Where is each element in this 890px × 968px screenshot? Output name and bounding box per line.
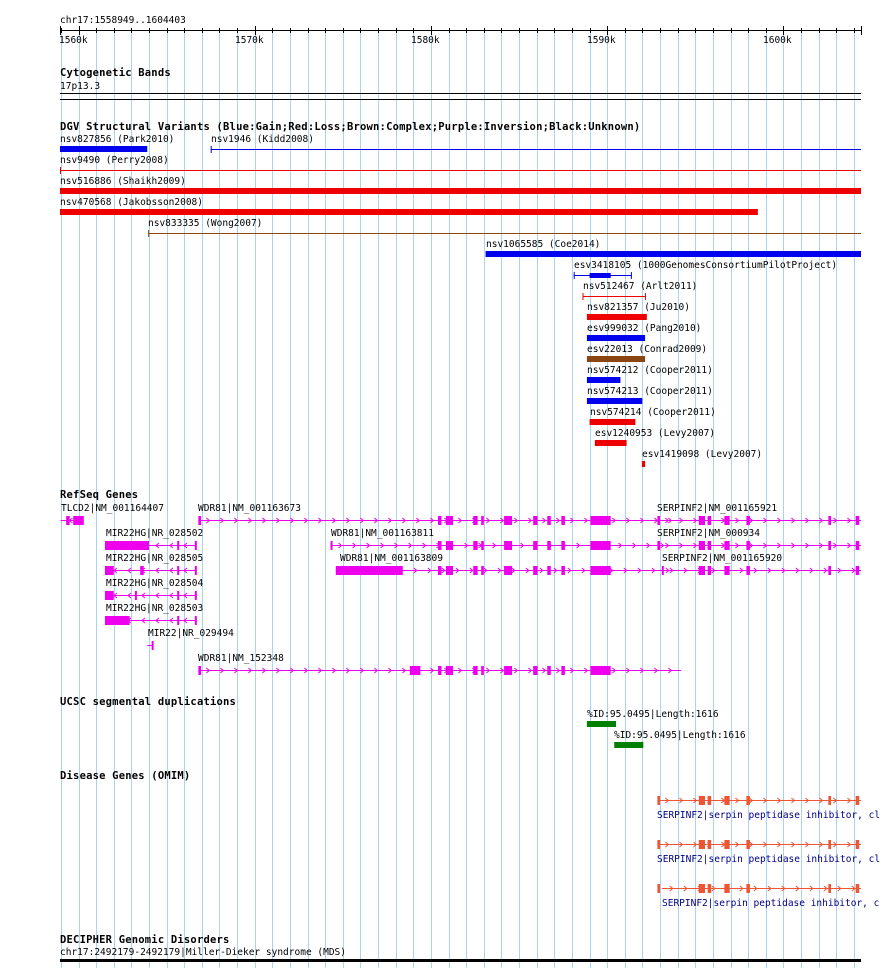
gene-exon[interactable] bbox=[198, 516, 201, 525]
variant-label[interactable]: nsv827856 (Park2010) bbox=[60, 134, 175, 145]
gene-label[interactable]: MIR22HG|NR_028502 bbox=[106, 528, 204, 539]
gene-exon[interactable] bbox=[699, 516, 705, 525]
gene-exon[interactable] bbox=[481, 541, 484, 550]
gene-exon[interactable] bbox=[657, 541, 660, 550]
gene-exon[interactable] bbox=[105, 591, 114, 600]
omim-label[interactable]: SERPINF2|serpin peptidase inhibitor, c bbox=[662, 898, 880, 909]
variant-label[interactable]: nsv574212 (Cooper2011) bbox=[587, 365, 713, 376]
omim-exon[interactable] bbox=[708, 884, 712, 893]
variant-label[interactable]: esv999032 (Pang2010) bbox=[587, 323, 702, 334]
variant-label[interactable]: nsv821357 (Ju2010) bbox=[587, 302, 690, 313]
gene-exon[interactable] bbox=[446, 516, 453, 525]
omim-exon[interactable] bbox=[828, 884, 831, 893]
omim-exon[interactable] bbox=[746, 796, 750, 805]
omim-exon[interactable] bbox=[699, 796, 705, 805]
gene-exon[interactable] bbox=[198, 666, 201, 675]
gene-exon[interactable] bbox=[561, 666, 565, 675]
omim-exon[interactable] bbox=[828, 840, 831, 849]
gene-exon[interactable] bbox=[195, 541, 197, 550]
omim-exon[interactable] bbox=[724, 796, 729, 805]
gene-exon[interactable] bbox=[657, 516, 660, 525]
gene-exon[interactable] bbox=[336, 566, 403, 575]
omim-exon[interactable] bbox=[699, 840, 705, 849]
gene-exon[interactable] bbox=[828, 516, 831, 525]
ruler-tick-label: 1600k bbox=[763, 35, 792, 46]
gene-exon[interactable] bbox=[561, 516, 565, 525]
gene-exon[interactable] bbox=[66, 516, 70, 525]
gene-exon[interactable] bbox=[446, 566, 453, 575]
variant-bar[interactable] bbox=[486, 251, 861, 257]
variant-label[interactable]: nsv1946 (Kidd2008) bbox=[211, 134, 314, 145]
gene-exon[interactable] bbox=[481, 566, 484, 575]
gene-exon[interactable] bbox=[828, 541, 831, 550]
gene-label[interactable]: TLCD2|NM_001164407 bbox=[61, 503, 164, 514]
omim-exon[interactable] bbox=[657, 840, 660, 849]
gene-exon[interactable] bbox=[662, 566, 664, 575]
gene-exon[interactable] bbox=[195, 591, 197, 600]
gene-exon[interactable] bbox=[856, 516, 860, 525]
gene-label[interactable]: SERPINF2|NM_000934 bbox=[657, 528, 760, 539]
gene-label[interactable]: WDR81|NM_001163673 bbox=[198, 503, 301, 514]
variant-label[interactable]: nsv9490 (Perry2008) bbox=[60, 155, 169, 166]
variant-bar[interactable] bbox=[587, 356, 645, 362]
gene-exon[interactable] bbox=[446, 541, 453, 550]
gene-exon[interactable] bbox=[195, 616, 197, 625]
gene-label[interactable]: MIR22|NR_029494 bbox=[148, 628, 234, 639]
gene-exon[interactable] bbox=[533, 666, 537, 675]
omim-exon[interactable] bbox=[724, 840, 729, 849]
gene-exon[interactable] bbox=[504, 541, 512, 550]
omim-exon[interactable] bbox=[828, 796, 831, 805]
gene-exon[interactable] bbox=[105, 616, 130, 625]
variant-label[interactable]: esv3418105 (1000GenomesConsortiumPilotProject) bbox=[574, 260, 838, 271]
omim-exon[interactable] bbox=[856, 840, 860, 849]
gene-exon[interactable] bbox=[438, 516, 442, 525]
gene-exon[interactable] bbox=[561, 566, 565, 575]
gene-exon[interactable] bbox=[746, 516, 750, 525]
omim-exon[interactable] bbox=[724, 884, 729, 893]
variant-label[interactable]: nsv574214 (Cooper2011) bbox=[590, 407, 716, 418]
gene-exon[interactable] bbox=[547, 666, 551, 675]
gene-exon[interactable] bbox=[547, 516, 551, 525]
variant-bar[interactable] bbox=[60, 209, 758, 215]
gene-label[interactable]: MIR22HG|NR_028503 bbox=[106, 603, 204, 614]
segdup-title[interactable]: UCSC segmental duplications bbox=[60, 696, 237, 708]
variant-label[interactable]: nsv470568 (Jakobsson2008) bbox=[60, 197, 203, 208]
gene-exon[interactable] bbox=[331, 541, 333, 550]
variant-bar[interactable] bbox=[587, 335, 645, 341]
gene-exon[interactable] bbox=[724, 566, 729, 575]
gene-exon[interactable] bbox=[708, 516, 712, 525]
omim-exon[interactable] bbox=[746, 840, 750, 849]
gene-exon[interactable] bbox=[438, 566, 442, 575]
segdup-bar[interactable] bbox=[587, 721, 616, 727]
gene-exon[interactable] bbox=[177, 541, 179, 550]
gene-exon[interactable] bbox=[533, 541, 537, 550]
gene-exon[interactable] bbox=[177, 591, 179, 600]
gene-exon[interactable] bbox=[590, 516, 610, 525]
gene-exon[interactable] bbox=[473, 566, 477, 575]
gene-exon[interactable] bbox=[561, 541, 565, 550]
variant-label[interactable]: esv1419098 (Levy2007) bbox=[642, 449, 763, 460]
gene-exon[interactable] bbox=[504, 516, 512, 525]
variant-label[interactable]: nsv833335 (Wong2007) bbox=[148, 218, 263, 229]
gene-exon[interactable] bbox=[177, 616, 179, 625]
gene-exon[interactable] bbox=[708, 541, 712, 550]
gene-exon[interactable] bbox=[105, 541, 149, 550]
gene-exon[interactable] bbox=[590, 566, 610, 575]
omim-exon[interactable] bbox=[856, 796, 860, 805]
gene-label[interactable]: MIR22HG|NR_028504 bbox=[106, 578, 204, 589]
segdup-bar[interactable] bbox=[614, 742, 643, 748]
variant-bar[interactable] bbox=[587, 377, 620, 383]
cytoband-label: 17p13.3 bbox=[60, 81, 101, 92]
gene-exon[interactable] bbox=[504, 566, 512, 575]
gene-exon[interactable] bbox=[195, 566, 197, 575]
gene-exon[interactable] bbox=[699, 566, 705, 575]
gene-exon[interactable] bbox=[73, 516, 84, 525]
gene-exon[interactable] bbox=[547, 566, 551, 575]
gene-exon[interactable] bbox=[438, 666, 442, 675]
ruler-tick-label: 1590k bbox=[587, 35, 616, 46]
dgv-title[interactable]: DGV Structural Variants (Blue:Gain;Red:Loss;Brown:Complex;Purple:Inversion;Black:Unknown) bbox=[60, 121, 641, 133]
gene-exon[interactable] bbox=[152, 641, 154, 650]
decipher-item-label[interactable]: chr17:2492179-2492179|Miller-Dieker syndrome (MDS) bbox=[60, 947, 346, 958]
omim-exon[interactable] bbox=[708, 796, 712, 805]
gene-label[interactable]: WDR81|NM_152348 bbox=[198, 653, 284, 664]
variant-bar[interactable] bbox=[60, 188, 861, 194]
gene-label[interactable]: SERPINF2|NM_001165920 bbox=[662, 553, 783, 564]
variant-bar[interactable] bbox=[60, 146, 147, 152]
gene-exon[interactable] bbox=[177, 566, 179, 575]
variant-label[interactable]: nsv512467 (Arlt2011) bbox=[583, 281, 698, 292]
segdup-label[interactable]: %ID:95.0495|Length:1616 bbox=[614, 730, 746, 741]
gene-exon[interactable] bbox=[533, 516, 537, 525]
gene-exon[interactable] bbox=[533, 566, 537, 575]
gene-exon[interactable] bbox=[856, 566, 860, 575]
gene-exon[interactable] bbox=[547, 541, 551, 550]
gene-exon[interactable] bbox=[504, 666, 512, 675]
gene-exon[interactable] bbox=[724, 541, 729, 550]
variant-label[interactable]: esv22013 (Conrad2009) bbox=[587, 344, 708, 355]
gene-exon[interactable] bbox=[724, 516, 729, 525]
gene-exon[interactable] bbox=[140, 566, 144, 575]
gene-exon[interactable] bbox=[708, 566, 712, 575]
ruler-tick-label: 1570k bbox=[235, 35, 264, 46]
gene-exon[interactable] bbox=[473, 516, 477, 525]
omim-exon[interactable] bbox=[856, 884, 860, 893]
gene-exon[interactable] bbox=[746, 566, 750, 575]
gene-label[interactable]: MIR22HG|NR_028505 bbox=[106, 553, 204, 564]
variant-bar[interactable] bbox=[587, 314, 647, 320]
omim-exon[interactable] bbox=[746, 884, 750, 893]
gene-exon[interactable] bbox=[828, 566, 831, 575]
variant-label[interactable]: esv1240953 (Levy2007) bbox=[595, 428, 716, 439]
gene-exon[interactable] bbox=[473, 666, 477, 675]
omim-label[interactable]: SERPINF2|serpin peptidase inhibitor, cl bbox=[657, 810, 881, 821]
gene-exon[interactable] bbox=[446, 666, 453, 675]
variant-bar[interactable] bbox=[590, 419, 636, 425]
refseq-title[interactable]: RefSeq Genes bbox=[60, 489, 139, 501]
omim-exon[interactable] bbox=[657, 796, 660, 805]
variant-bar[interactable] bbox=[587, 398, 642, 404]
decipher-title[interactable]: DECIPHER Genomic Disorders bbox=[60, 934, 230, 946]
cytoband-title[interactable]: Cytogenetic Bands bbox=[60, 67, 171, 79]
variant-bar[interactable] bbox=[642, 461, 645, 467]
gene-exon[interactable] bbox=[481, 666, 484, 675]
omim-title[interactable]: Disease Genes (OMIM) bbox=[60, 770, 191, 782]
variant-label[interactable]: nsv574213 (Cooper2011) bbox=[587, 386, 713, 397]
gene-exon[interactable] bbox=[590, 541, 610, 550]
gene-exon[interactable] bbox=[105, 566, 114, 575]
gene-exon[interactable] bbox=[856, 541, 860, 550]
variant-label[interactable]: nsv516886 (Shaikh2009) bbox=[60, 176, 186, 187]
segdup-label[interactable]: %ID:95.0495|Length:1616 bbox=[587, 709, 719, 720]
gene-label[interactable]: WDR81|NM_001163809 bbox=[340, 553, 443, 564]
ruler-tick-label: 1580k bbox=[411, 35, 440, 46]
ruler-tick-label: 1560k bbox=[59, 35, 88, 46]
gene-exon[interactable] bbox=[473, 541, 477, 550]
gene-label[interactable]: SERPINF2|NM_001165921 bbox=[657, 503, 778, 514]
variant-bar[interactable] bbox=[595, 440, 627, 446]
omim-exon[interactable] bbox=[699, 884, 705, 893]
gene-exon[interactable] bbox=[135, 591, 137, 600]
gene-exon[interactable] bbox=[438, 541, 442, 550]
variant-label[interactable]: nsv1065585 (Coe2014) bbox=[486, 239, 601, 250]
gene-label[interactable]: WDR81|NM_001163811 bbox=[331, 528, 434, 539]
omim-exon[interactable] bbox=[657, 884, 660, 893]
variant-inner-block bbox=[590, 273, 611, 278]
gene-exon[interactable] bbox=[410, 666, 421, 675]
position-label: chr17:1558949..1604403 bbox=[60, 15, 186, 26]
decipher-bar[interactable] bbox=[60, 959, 861, 962]
gene-exon[interactable] bbox=[699, 541, 705, 550]
gene-exon[interactable] bbox=[481, 516, 484, 525]
gene-exon[interactable] bbox=[590, 666, 610, 675]
omim-label[interactable]: SERPINF2|serpin peptidase inhibitor, cl bbox=[657, 854, 881, 865]
gene-exon[interactable] bbox=[746, 541, 750, 550]
omim-exon[interactable] bbox=[708, 840, 712, 849]
